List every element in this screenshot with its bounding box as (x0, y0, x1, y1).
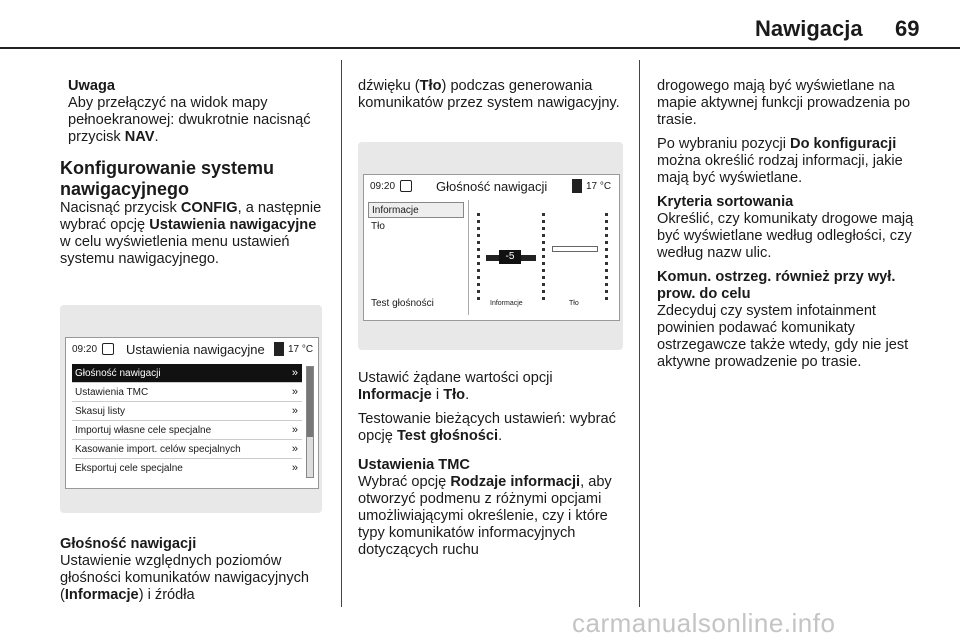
subsection-sort-title: Kryteria sortowania (657, 194, 794, 210)
column-1 (60, 78, 322, 268)
chevron-right-icon: » (291, 386, 298, 398)
paragraph-volume: Ustawienie względnych poziomów głośności komunikatów nawigacyjnych (Informacje) i źródła (60, 553, 310, 603)
menu-item-tmc[interactable]: Ustawienia TMC » (72, 383, 302, 402)
option-informacje[interactable]: Informacje (368, 202, 464, 218)
paragraph-test: Testowanie bieżących ustawień: wybrać opcję Test głośności. (358, 411, 616, 444)
chevron-right-icon: » (291, 462, 298, 474)
paragraph-traffic-display: drogowego mają być wyświetlane na mapie aktywnej funkcji prowadzenia po trasie. (657, 78, 911, 128)
screenshot-navigation-volume (358, 142, 623, 350)
informacje-slider-value[interactable]: -5 (499, 250, 521, 264)
paragraph-source: dźwięku (Tło) podczas generowania komunikatów przez system nawigacyjny. (358, 78, 620, 111)
column-2-lower (358, 370, 630, 559)
thermometer-icon (572, 179, 582, 193)
slider-label-tlo: Tło (569, 300, 579, 307)
page-number: 69 (895, 16, 920, 41)
clock: 09:20 (72, 344, 98, 355)
option-test-volume[interactable]: Test głośności (371, 298, 434, 309)
chevron-right-icon: » (291, 405, 298, 417)
thermometer-icon (274, 342, 284, 356)
header-rule (0, 47, 960, 49)
paragraph-set-values: Ustawić żądane wartości opcji Informacje i Tło. (358, 370, 553, 403)
slider-scale-left (477, 213, 480, 304)
watermark: carmanualsonline.info (572, 608, 836, 638)
slider-scale-middle (542, 213, 545, 304)
temperature: 17 °C (288, 344, 314, 355)
clock: 09:20 (370, 181, 396, 192)
tlo-slider-bar[interactable] (552, 246, 598, 252)
subsection-volume-title: Głośność nawigacji (60, 536, 197, 552)
subsection-tmc-title: Ustawienia TMC (358, 457, 470, 473)
menu-item-delete-imported-poi[interactable]: Kasowanie import. celów specjalnych » (72, 440, 302, 459)
paragraph-config-option: Po wybraniu pozycji Do konfiguracji można określić rodzaj informacji, jakie mają być wyświetlane. (657, 136, 903, 186)
paragraph-tmc: Wybrać opcję Rodzaje informacji, aby otworzyć podmenu z różnymi opcjami umożliwiającymi określenie, czy i które typy komunikatów informacyjnych dotyczących ruchu (358, 474, 612, 558)
navigation-settings-screen (65, 337, 319, 489)
chevron-right-icon: » (291, 367, 298, 379)
column-divider (639, 60, 640, 607)
menu-item-volume[interactable]: Głośność nawigacji » (72, 364, 302, 383)
chevron-right-icon: » (291, 424, 298, 436)
option-tlo[interactable]: Tło (371, 221, 385, 232)
options-list (368, 200, 469, 315)
subsection-warnings-title: Komun. ostrzeg. również przy wył. prow. do celu (657, 269, 896, 302)
temperature: 17 °C (586, 181, 612, 192)
paragraph-warnings: Zdecyduj czy system infotainment powinien podawać komunikaty ostrzegawcze także wtedy, gdy nie jest aktywne prowadzenie po trasie. (657, 303, 909, 370)
screen-title: Głośność nawigacji (436, 179, 548, 194)
slider-scale-right (605, 213, 608, 304)
menu-item-import-poi[interactable]: Importuj własne cele specjalne » (72, 421, 302, 440)
back-icon[interactable] (400, 180, 412, 192)
note-title: Uwaga (68, 78, 116, 94)
column-divider (341, 60, 342, 607)
screenshot-navigation-settings (60, 305, 322, 513)
note-text: Aby przełączyć na widok mapy pełnoekranowej: dwukrotnie nacisnąć przycisk NAV. (68, 95, 311, 145)
slider-label-informacje: Informacje (490, 300, 523, 307)
column-2 (358, 78, 626, 112)
screen-title: Ustawienia nawigacyjne (126, 342, 265, 357)
page-header-title: Nawigacja (755, 16, 863, 41)
paragraph-config: Nacisnąć przycisk CONFIG, a następnie wybrać opcję Ustawienia nawigacyjne w celu wyświetlenia menu ustawień systemu nawigacyjnego. (60, 200, 322, 267)
section-title: Konfigurowanie systemu nawigacyjnego (60, 158, 275, 199)
column-1-lower (60, 536, 322, 604)
back-icon[interactable] (102, 343, 114, 355)
scrollbar-thumb[interactable] (307, 367, 313, 437)
menu-scrollbar[interactable] (306, 366, 314, 478)
screen-header (66, 338, 318, 362)
menu-item-clear-lists[interactable]: Skasuj listy » (72, 402, 302, 421)
screen-header (364, 175, 619, 199)
paragraph-sort: Określić, czy komunikaty drogowe mają być wyświetlane według odległości, czy według nazw ulic. (657, 211, 914, 261)
menu-item-export-poi[interactable]: Eksportuj cele specjalne » (72, 459, 302, 478)
column-3 (657, 78, 925, 371)
navigation-volume-screen (363, 174, 620, 321)
chevron-right-icon: » (291, 443, 298, 455)
